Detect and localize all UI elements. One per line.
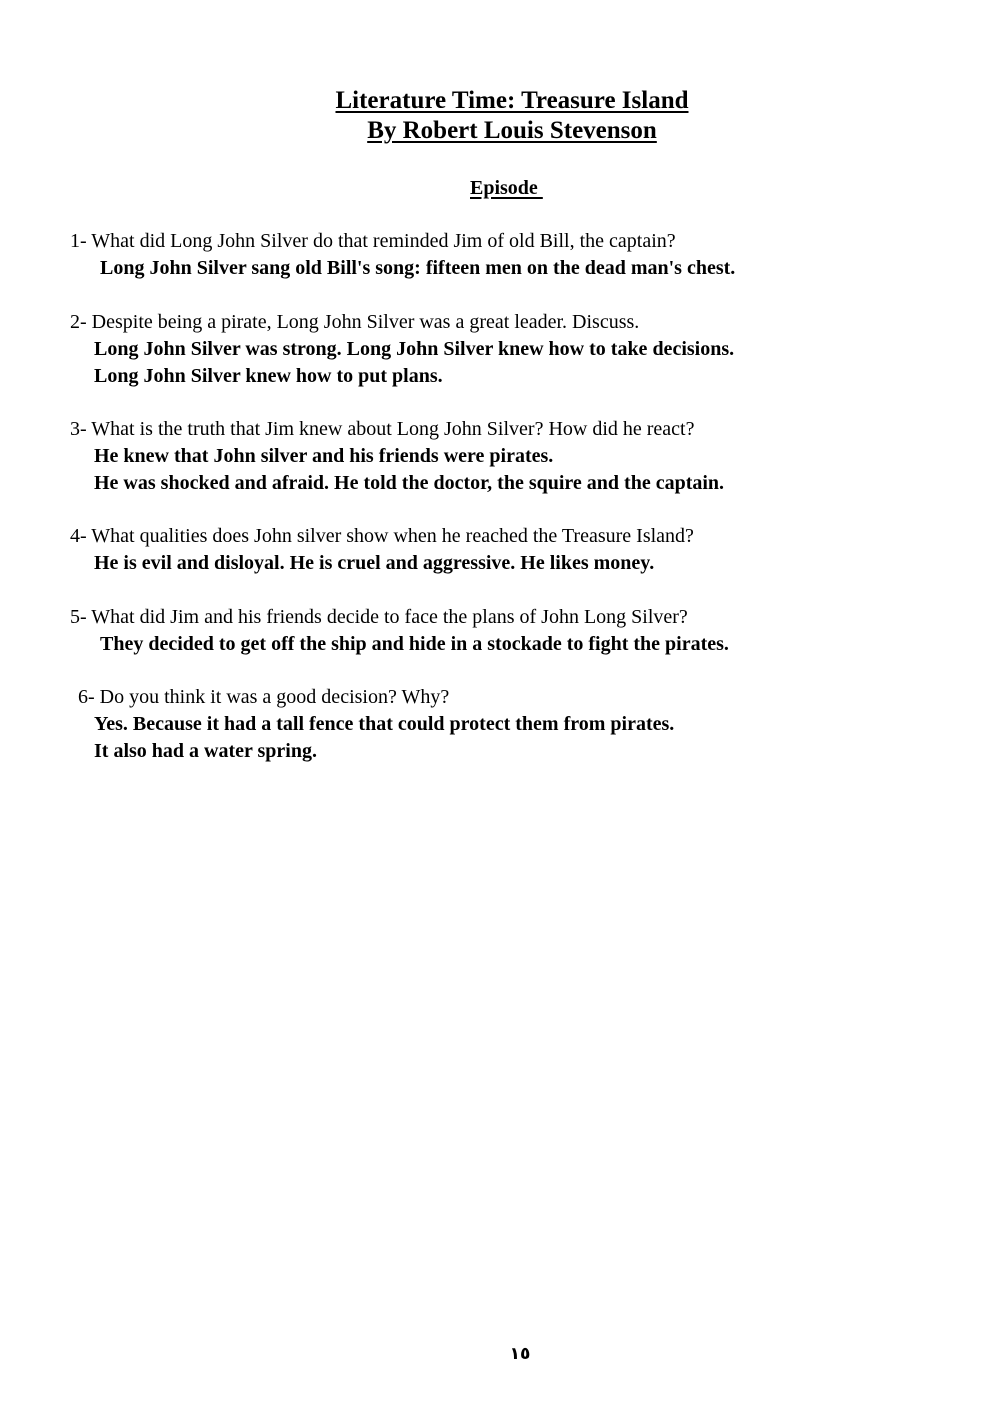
answer-line: He knew that John silver and his friends were pirates. <box>94 445 554 467</box>
answer-line: Long John Silver sang old Bill's song: fifteen men on the dead man's chest. <box>100 257 736 279</box>
question-block-6 <box>78 684 958 765</box>
question-block-1 <box>70 228 950 282</box>
question-block-4 <box>70 523 950 577</box>
section-heading: Episode <box>470 177 543 199</box>
question-text: 4- What qualities does John silver show when he reached the Treasure Island? <box>70 525 694 547</box>
question-text: 1- What did Long John Silver do that reminded Jim of old Bill, the captain? <box>70 230 676 252</box>
question-text: 5- What did Jim and his friends decide to face the plans of John Long Silver? <box>70 606 688 628</box>
page-number: ١٥ <box>509 1344 531 1364</box>
question-text: 6- Do you think it was a good decision? Why? <box>78 686 450 708</box>
document-title <box>0 86 992 146</box>
question-text: 2- Despite being a pirate, Long John Silver was a great leader. Discuss. <box>70 311 640 333</box>
answer-line: He was shocked and afraid. He told the doctor, the squire and the captain. <box>94 472 725 494</box>
question-block-5 <box>70 604 950 658</box>
answer-line: Long John Silver was strong. Long John Silver knew how to take decisions. <box>94 338 735 360</box>
answer-line: It also had a water spring. <box>94 740 317 762</box>
question-block-2 <box>70 309 950 390</box>
question-block-3 <box>70 416 950 497</box>
title-line-2: By Robert Louis Stevenson <box>367 117 657 144</box>
question-text: 3- What is the truth that Jim knew about Long John Silver? How did he react? <box>70 418 695 440</box>
answer-line: He is evil and disloyal. He is cruel and aggressive. He likes money. <box>94 552 655 574</box>
answer-line: They decided to get off the ship and hide in a stockade to fight the pirates. <box>100 633 729 655</box>
answer-line: Yes. Because it had a tall fence that could protect them from pirates. <box>94 713 675 735</box>
title-line-1: Literature Time: Treasure Island <box>335 87 689 114</box>
answer-line: Long John Silver knew how to put plans. <box>94 365 443 387</box>
